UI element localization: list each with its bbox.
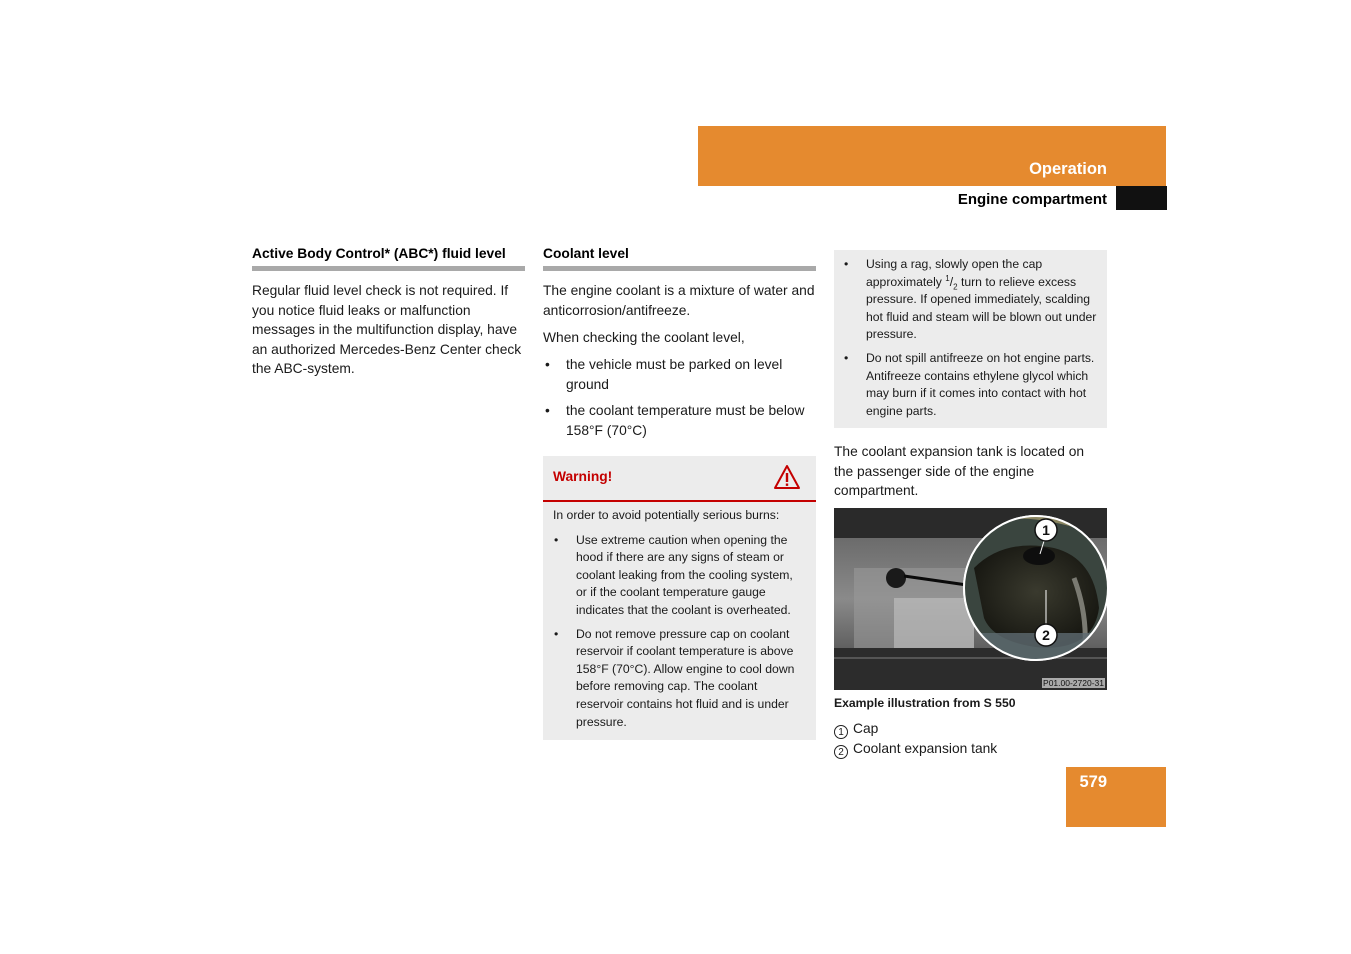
legend-item: 2 Coolant expansion tank bbox=[834, 739, 1107, 759]
engine-compartment-photo bbox=[834, 508, 1107, 690]
caution-list bbox=[843, 256, 1099, 426]
warning-label: Warning! bbox=[553, 469, 613, 484]
callout-2: 2 bbox=[1042, 627, 1050, 643]
chapter-tab-marker bbox=[1116, 186, 1167, 210]
location-paragraph: The coolant expansion tank is located on the passenger side of the engine compartment. bbox=[834, 444, 1085, 498]
warning-box bbox=[543, 456, 816, 740]
engine-illustration bbox=[834, 508, 1107, 690]
caution-box bbox=[834, 250, 1107, 428]
warning-list bbox=[553, 532, 805, 732]
checking-conditions-list bbox=[543, 355, 816, 447]
list-item: • Using a rag, slowly open the cap approximately $^1/_2$ turn to relieve excess pressure. If opened immediately, scalding hot fluid and steam will be blown out under pressure. bbox=[843, 256, 1099, 344]
image-code: P01.00-2720-31 bbox=[1043, 678, 1104, 688]
warning-triangle-icon bbox=[773, 464, 801, 490]
coolant-level-heading: Coolant level bbox=[543, 246, 816, 271]
list-item: • the coolant temperature must be below 158°F (70°C) bbox=[543, 401, 816, 440]
callout-1: 1 bbox=[1042, 522, 1050, 538]
image-caption: Example illustration from S 550 bbox=[834, 696, 1016, 710]
abc-fluid-heading: Active Body Control* (ABC*) fluid level bbox=[252, 246, 525, 271]
list-item: • Do not spill antifreeze on hot engine parts. Antifreeze contains ethylene glycol which may burn if it comes into contact with hot engine parts. bbox=[843, 350, 1099, 420]
when-checking-paragraph: When checking the coolant level, bbox=[543, 330, 745, 345]
subsection-title: Engine compartment bbox=[957, 191, 1107, 208]
list-item: • Do not remove pressure cap on coolant reservoir if coolant temperature is above 158°F (70°C). Allow engine to cool down before removing cap. The coolant reservoir contains hot fluid and is under pressure. bbox=[553, 626, 805, 732]
warning-intro: In order to avoid potentially serious burns: bbox=[553, 508, 780, 522]
list-item: • the vehicle must be parked on level ground bbox=[543, 355, 816, 394]
image-legend bbox=[834, 719, 1107, 759]
section-title: Operation bbox=[1029, 160, 1107, 178]
page-number: 579 bbox=[1079, 773, 1107, 791]
abc-fluid-paragraph: Regular fluid level check is not required. If you notice fluid leaks or malfunction messages in the multifunction display, have an authorized Mercedes-Benz Center check the ABC-system. bbox=[252, 283, 522, 376]
warning-header bbox=[543, 456, 816, 502]
warning-body bbox=[553, 507, 805, 737]
legend-item: 1 Cap bbox=[834, 719, 1107, 739]
coolant-intro-paragraph: The engine coolant is a mixture of water and anticorrosion/antifreeze. bbox=[543, 283, 815, 318]
list-item: • Use extreme caution when opening the hood if there are any signs of steam or coolant leaking from the cooling system, or if the coolant temperature gauge indicates that the coolant is overheated. bbox=[553, 532, 805, 620]
